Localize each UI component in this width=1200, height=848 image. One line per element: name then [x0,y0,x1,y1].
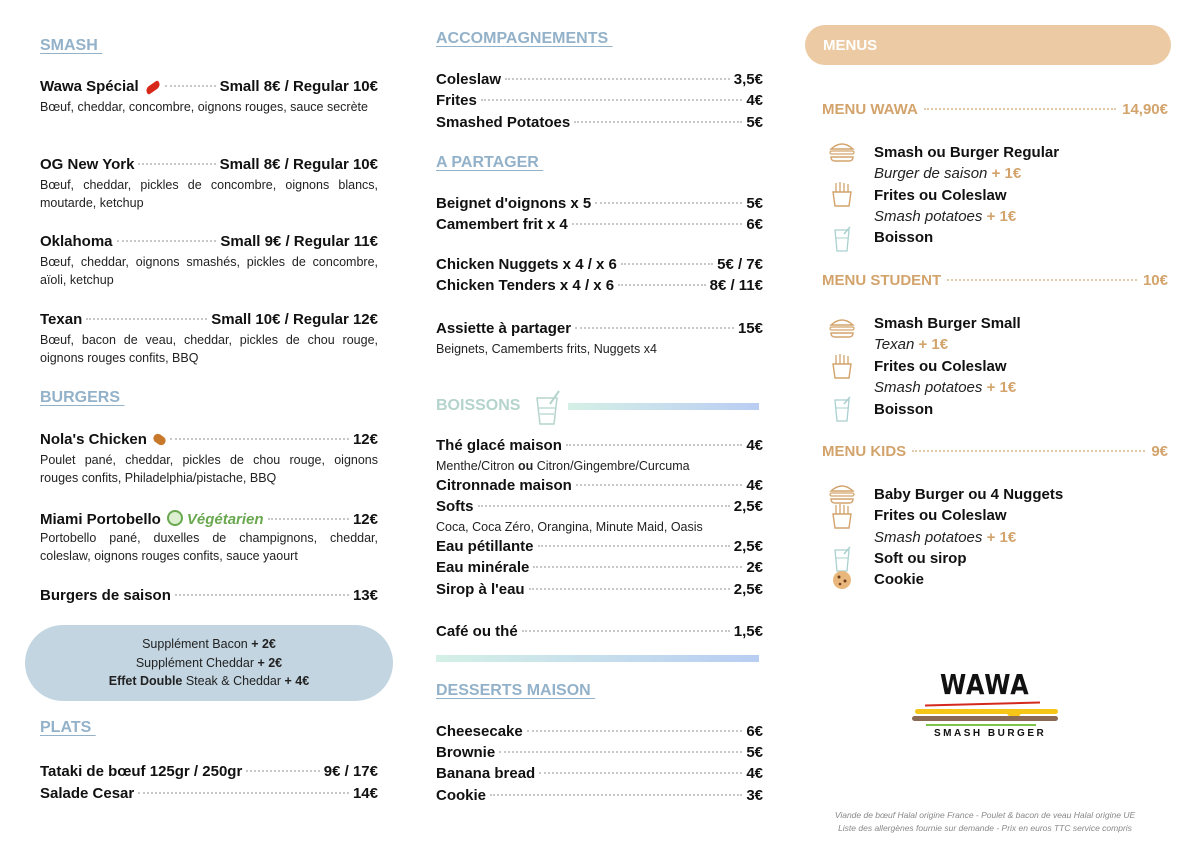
item-name: Brownie [436,744,496,761]
item-name: Smashed Potatoes [436,114,571,131]
menu-item [436,194,763,214]
item-name: Texan [40,311,83,328]
supplement-price: + 1€ [986,208,1017,225]
menu-item [436,476,763,496]
dotted-leader [86,318,207,320]
menu-block-header [822,442,1168,462]
dotted-leader [576,484,742,486]
dotted-leader [529,588,730,590]
dotted-leader [117,240,217,242]
menu-name: MENU KIDS [822,443,907,460]
menu-item [436,255,763,275]
menu-line: Cookie [874,571,925,588]
supplement-line: Supplément Cheddar + 2€ [135,655,283,670]
a_partager-header: A PARTAGER [436,154,544,171]
menu-item [40,508,378,530]
dotted-leader [246,770,320,772]
item-name: Cookie [436,787,487,804]
item-description: Menthe/Citron ou Citron/Gingembre/Curcuma [436,459,690,473]
item-description: Poulet pané, cheddar, pickles de chou rouge, oignons rouges confits, Philadelphia/pistache, BBQ [40,453,378,485]
item-name: Eau pétillante [436,538,534,555]
item-description: Bœuf, cheddar, concombre, oignons rouges, sauce secrète [40,100,368,114]
menu-block-header [822,100,1168,120]
menu-item [436,580,763,600]
menu-line: Burger de saison + 1€ [874,165,1022,182]
item-name: Citronnade maison [436,477,572,494]
menus-header: MENUS [805,25,1171,65]
menu-item [436,91,763,111]
menu-item [40,232,378,252]
menu-line: Smash potatoes + 1€ [874,208,1017,225]
item-description: Beignets, Camemberts frits, Nuggets x4 [436,342,657,356]
dotted-leader [138,163,215,165]
menu-block-header [822,271,1168,291]
item-price: 6€ [746,723,763,740]
item-name: Sirop à l'eau [436,581,525,598]
item-name: Coleslaw [436,71,502,88]
item-price: 3€ [746,787,763,804]
item-price: 2,5€ [733,498,763,515]
dotted-leader [595,202,742,204]
dotted-leader [912,450,1145,452]
menu-item [436,743,763,763]
menu-line: Smash potatoes + 1€ [874,379,1017,396]
item-name: OG New York [40,156,135,173]
menu-line: Texan + 1€ [874,336,949,353]
item-price: 5€ / 7€ [717,256,763,273]
cookie-icon [828,567,856,593]
item-price: 1,5€ [733,623,763,640]
menu-price: 10€ [1142,272,1168,289]
menu-item [436,537,763,557]
dotted-leader [572,223,743,225]
footer-line: Viande de bœuf Halal origine France - Poulet & bacon de veau Halal origine UE [834,810,1136,820]
menu-line: Frites ou Coleslaw [874,358,1007,375]
supplement-line: Supplément Bacon + 2€ [142,637,276,651]
dotted-leader [575,327,734,329]
menu-line: Frites ou Coleslaw [874,507,1007,524]
item-name: Café ou thé [436,623,518,640]
menu-item [436,276,763,296]
dotted-leader [539,772,742,774]
menu-item [436,319,763,339]
item-description: Bœuf, cheddar, pickles de concombre, oignons blancs, moutarde, ketchup [40,178,378,210]
item-price: 4€ [746,765,763,782]
item-name: Softs [436,498,474,515]
item-price: 4€ [746,92,763,109]
dotted-leader [574,121,742,123]
menu-item [40,77,378,97]
desserts-header: DESSERTS MAISON [436,682,596,699]
dotted-leader [490,794,742,796]
footer-line: Liste des allergènes fournie sur demande - Prix en euros TTC service compris [838,823,1132,833]
dotted-leader [566,444,742,446]
burgers-header: BURGERS [40,389,125,406]
item-name: Thé glacé maison [436,437,562,454]
item-price: 4€ [746,477,763,494]
dotted-leader [947,279,1137,281]
item-name: Wawa Spécial [40,78,139,95]
dotted-leader [481,99,742,101]
glass-icon [534,390,562,426]
supplements-box [25,625,393,701]
item-price: 5€ [746,744,763,761]
dotted-leader [505,78,730,80]
logo-tagline: SMASH BURGER [934,728,1047,739]
chili-pepper-icon [144,80,161,95]
menu-line: Frites ou Coleslaw [874,187,1007,204]
burger-icon [828,315,856,341]
item-price: Small 10€ / Regular 12€ [211,311,378,328]
dotted-leader [478,505,730,507]
item-price: 15€ [737,320,763,337]
item-price: 6€ [746,216,763,233]
item-price: Small 9€ / Regular 11€ [220,233,378,250]
logo-brand: WAWA [940,668,1030,701]
fries-icon [828,181,856,207]
item-description: Portobello pané, duxelles de champignons, cheddar, coleslaw, oignons rouges confits, sauce yaourt [40,531,378,563]
dotted-leader [621,263,713,265]
item-price: 9€ / 17€ [323,763,378,780]
vegetarian-badge: Végétarien [186,511,264,528]
menu-name: MENU WAWA [822,101,918,118]
dotted-leader [522,630,730,632]
fries-icon [828,353,856,379]
menu-item [40,155,378,175]
dotted-leader [499,751,742,753]
menu-item [436,622,763,642]
item-price: 8€ / 11€ [709,277,763,294]
vegetarian-icon [167,510,183,526]
accompagnements-header: ACCOMPAGNEMENTS [436,30,613,47]
menu-line: Smash potatoes + 1€ [874,529,1017,546]
boissons-header: BOISSONS [436,397,521,414]
item-name: Banana bread [436,765,536,782]
item-price: 4€ [746,437,763,454]
item-name: Eau minérale [436,559,530,576]
menu-item [436,215,763,235]
dotted-leader [924,108,1116,110]
item-price: 3,5€ [733,71,763,88]
menu-item [40,586,378,606]
dotted-leader [138,792,349,794]
item-price: 2€ [746,559,763,576]
burger-icon [828,139,856,165]
chicken-drumstick-icon [152,432,168,447]
drink-icon [828,226,856,252]
item-name: Chicken Nuggets x 4 / x 6 [436,256,617,273]
menu-price: 9€ [1151,443,1168,460]
item-description: Bœuf, cheddar, oignons smashés, pickles de concombre, aïoli, ketchup [40,255,378,287]
item-price: 5€ [746,114,763,131]
fries-icon [828,503,856,529]
supplement-price: + 1€ [991,165,1022,182]
menu-line: Soft ou sirop [874,550,967,567]
menu-item [436,497,763,517]
plats-header: PLATS [40,719,96,736]
item-name: Miami Portobello [40,511,161,528]
item-price: 13€ [352,587,378,604]
menu-item [436,113,763,133]
menu-line: Boisson [874,401,934,418]
supplement-price: + 1€ [986,379,1017,396]
menu-item [40,310,378,330]
item-price: 12€ [352,511,378,528]
menu-item [436,558,763,578]
boissons-divider [568,403,759,410]
item-price: 5€ [746,195,763,212]
item-name: Assiette à partager [436,320,572,337]
item-price: Small 8€ / Regular 10€ [219,78,378,95]
item-name: Chicken Tenders x 4 / x 6 [436,277,615,294]
item-price: Small 8€ / Regular 10€ [219,156,378,173]
menu-item [436,722,763,742]
menu-item [40,430,378,450]
item-name: Cheesecake [436,723,523,740]
item-name: Salade Cesar [40,785,135,802]
menu-item [436,70,763,90]
item-name: Camembert frit x 4 [436,216,568,233]
menu-price: 14,90€ [1122,101,1168,118]
dotted-leader [170,438,349,440]
menu-item [436,764,763,784]
smash-header: SMASH [40,37,103,54]
item-name: Nola's Chicken [40,431,147,448]
item-price: 14€ [352,785,378,802]
item-description: Coca, Coca Zéro, Orangina, Minute Maid, Oasis [436,520,703,534]
menu-item [40,784,378,804]
dotted-leader [175,594,349,596]
item-name: Tataki de bœuf 125gr / 250gr [40,763,243,780]
dotted-leader [165,85,216,87]
logo [910,668,1060,743]
menu-name: MENU STUDENT [822,272,942,289]
item-price: 12€ [352,431,378,448]
item-name: Beignet d'oignons x 5 [436,195,592,212]
item-price: 2,5€ [733,581,763,598]
menu-line: Smash ou Burger Regular [874,144,1060,161]
dotted-leader [268,518,349,520]
item-name: Burgers de saison [40,587,171,604]
supplement-price: + 1€ [986,529,1017,546]
dotted-leader [527,730,743,732]
menu-item [436,786,763,806]
item-description: Bœuf, bacon de veau, cheddar, pickles de chou rouge, oignons rouges confits, BBQ [40,333,378,365]
supplement-line: Effet Double Steak & Cheddar + 4€ [108,674,310,688]
menu-line: Boisson [874,229,934,246]
item-name: Oklahoma [40,233,113,250]
dotted-leader [533,566,742,568]
dotted-leader [538,545,730,547]
section-divider [436,655,759,662]
menu-line: Smash Burger Small [874,315,1021,332]
item-name: Frites [436,92,477,109]
menu-item [40,762,378,782]
drink-icon [828,396,856,422]
menu-item [436,436,763,456]
item-price: 2,5€ [733,538,763,555]
dotted-leader [618,284,705,286]
menu-line: Baby Burger ou 4 Nuggets [874,486,1064,503]
supplement-price: + 1€ [918,336,949,353]
